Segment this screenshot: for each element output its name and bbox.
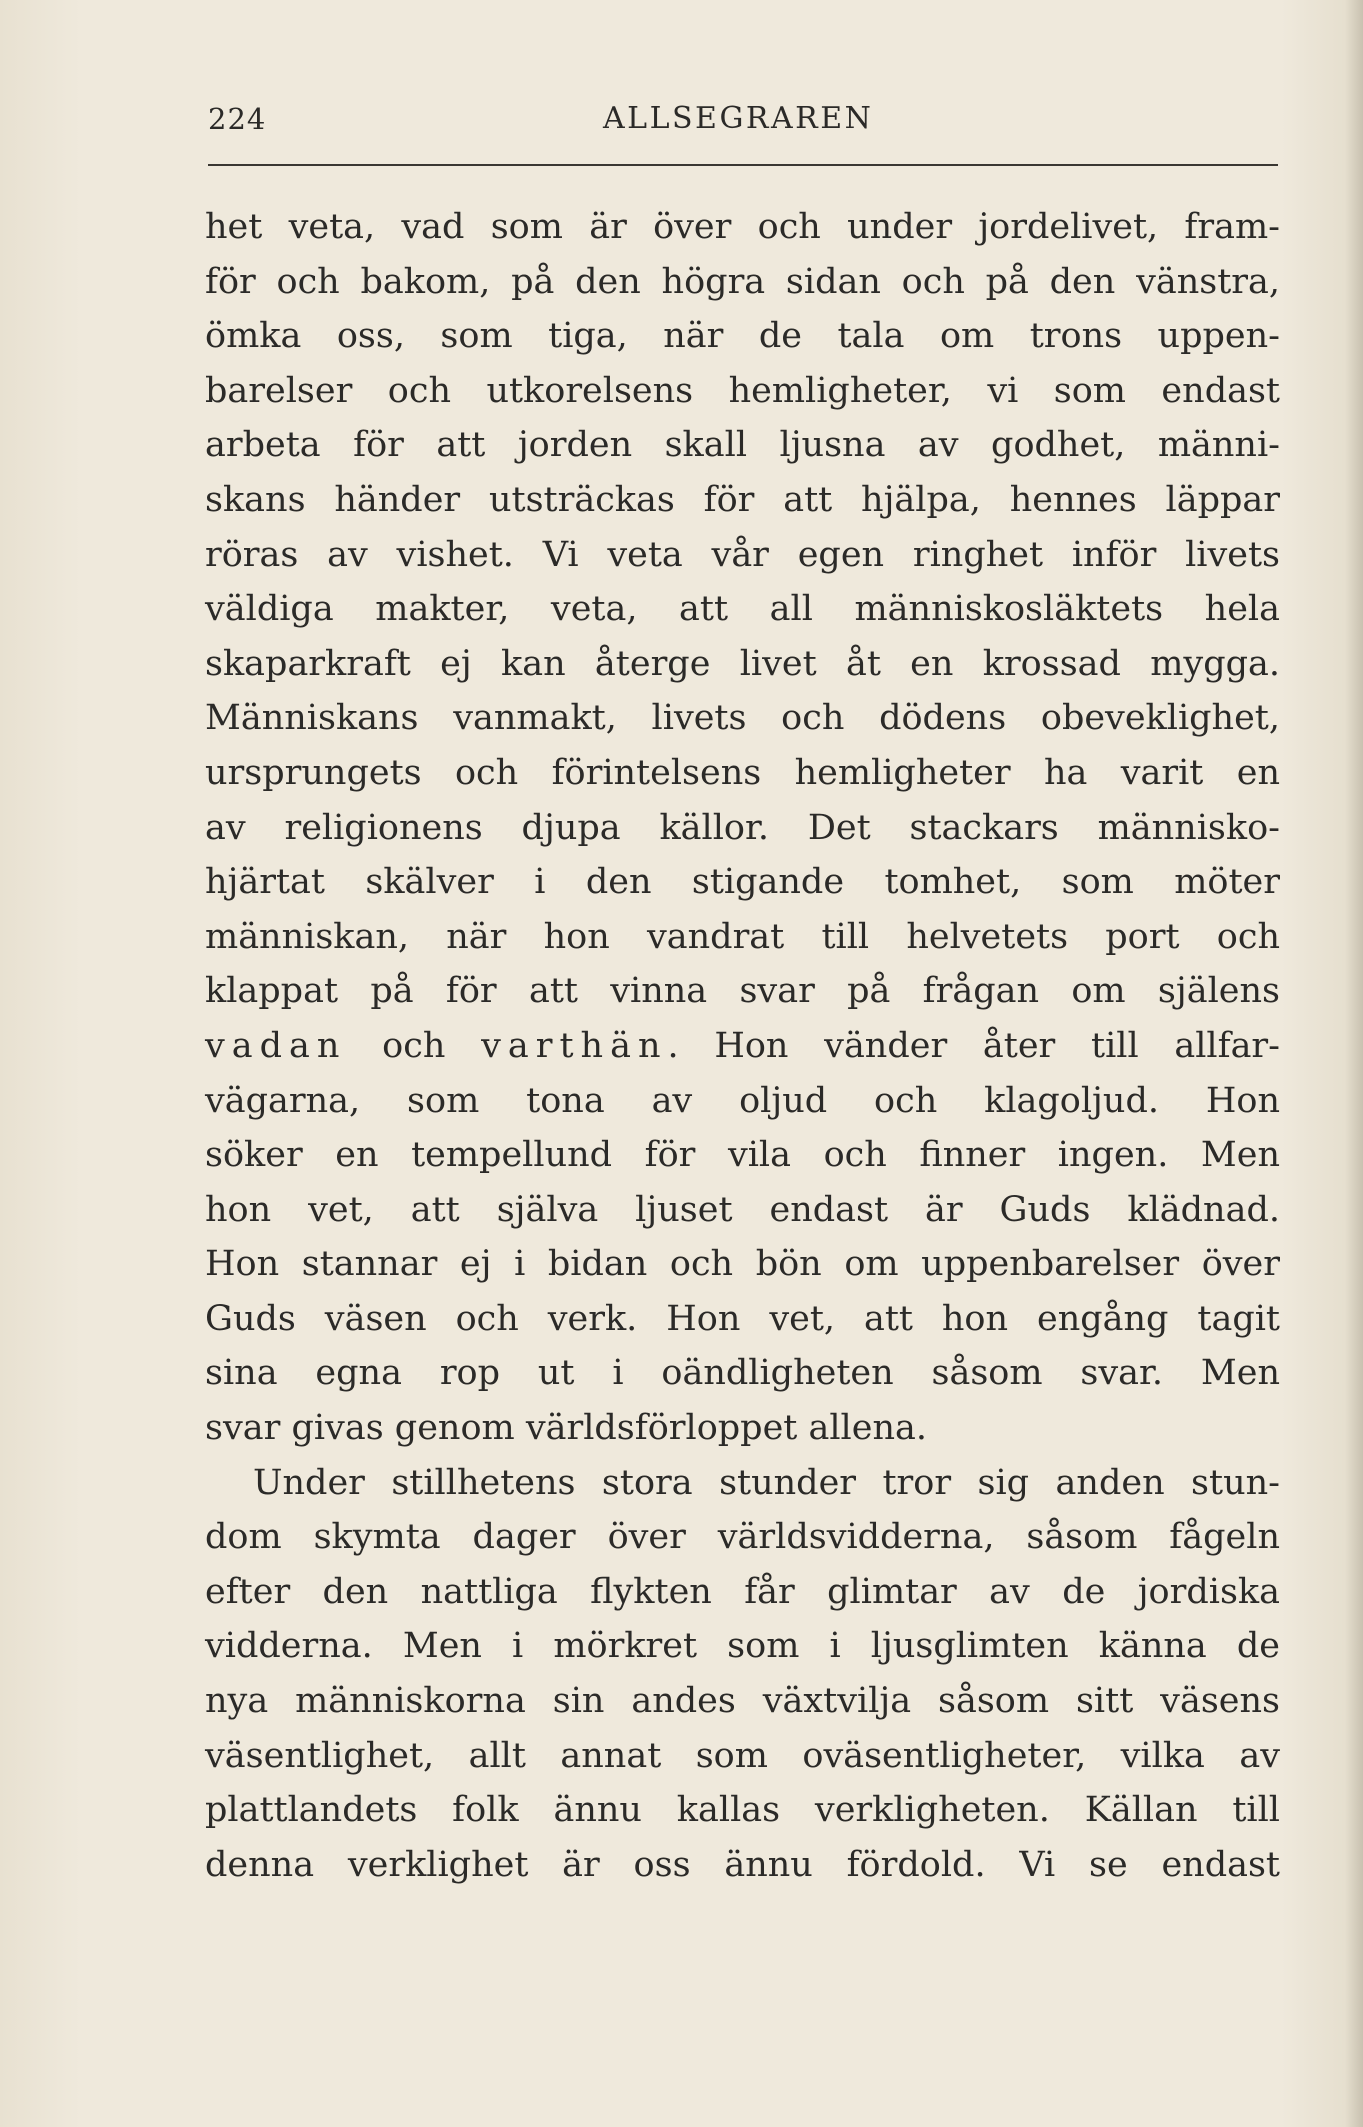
- text-line: sina egna rop ut i oändligheten såsom svar. Men: [205, 1353, 1280, 1394]
- running-head: [208, 101, 1278, 164]
- text-line: dom skymta dager över världsvidderna, såsom fågeln: [205, 1517, 1280, 1558]
- text-line: ursprungets och förintelsens hemligheter ha varit en: [205, 752, 1280, 793]
- text-line: skaparkraft ej kan återge livet åt en krossad mygga.: [205, 643, 1280, 684]
- text-line: het veta, vad som är över och under jordelivet, fram-: [205, 207, 1280, 247]
- header-rule: [208, 164, 1278, 166]
- text-line: barelser och utkorelsens hemligheter, vi som endast: [205, 370, 1280, 411]
- text-line: ömka oss, som tiga, när de tala om trons uppen-: [205, 316, 1280, 357]
- text-fragment: . Hon vänder åter till allfar-: [667, 1025, 1280, 1066]
- text-line: röras av vishet. Vi veta vår egen ringhet inför livets: [205, 534, 1280, 575]
- text-line-emphasis: [205, 1019, 1280, 1074]
- text-line: Människans vanmakt, livets och dödens obeveklighet,: [205, 698, 1280, 739]
- text-line: skans händer utsträckas för att hjälpa, hennes läppar: [205, 479, 1280, 520]
- spaced-word: vadan: [205, 1025, 347, 1066]
- spaced-word: varthän: [481, 1025, 668, 1066]
- text-line-paragraph-end: svar givas genom världsförloppet allena.: [205, 1408, 927, 1449]
- text-line: nya människorna sin andes växtvilja såsom sitt väsens: [205, 1681, 1280, 1722]
- text-line: för och bakom, på den högra sidan och på den vänstra,: [205, 261, 1280, 302]
- text-line: vidderna. Men i mörkret som i ljusglimten känna de: [205, 1626, 1280, 1667]
- text-line: av religionens djupa källor. Det stackars människo-: [205, 807, 1280, 848]
- text-line: denna verklighet är oss ännu fördold. Vi se endast: [205, 1844, 1280, 1885]
- text-fragment: och: [346, 1025, 482, 1066]
- text-line: hon vet, att själva ljuset endast är Guds klädnad.: [205, 1189, 1280, 1230]
- text-line: söker en tempellund för vila och finner ingen. Men: [205, 1135, 1280, 1176]
- text-line: hjärtat skälver i den stigande tomhet, som möter: [205, 862, 1280, 903]
- text-line: klappat på för att vinna svar på frågan om själens: [205, 971, 1280, 1012]
- text-line: väldiga makter, veta, att all människosläktets hela: [205, 589, 1280, 630]
- text-line: väsentlighet, allt annat som oväsentligheter, vilka av: [205, 1735, 1280, 1776]
- text-line: plattlandets folk ännu kallas verkligheten. Källan till: [205, 1790, 1280, 1831]
- text-line: arbeta för att jorden skall ljusna av godhet, männi-: [205, 425, 1280, 466]
- page-number: 224: [208, 102, 267, 136]
- text-line: Hon stannar ej i bidan och bön om uppenbarelser över: [205, 1244, 1280, 1285]
- text-line-paragraph-start: Under stillhetens stora stunder tror sig anden stun-: [253, 1462, 1280, 1503]
- text-line: människan, när hon vandrat till helvetets port och: [205, 916, 1280, 957]
- running-title: ALLSEGRAREN: [603, 101, 874, 136]
- page-edge-shadow: [1345, 0, 1363, 2127]
- text-line: vägarna, som tona av oljud och klagoljud. Hon: [205, 1080, 1280, 1121]
- body-text: [205, 200, 1280, 1892]
- text-line: Guds väsen och verk. Hon vet, att hon engång tagit: [205, 1298, 1280, 1339]
- text-line: efter den nattliga flykten får glimtar av de jordiska: [205, 1571, 1280, 1612]
